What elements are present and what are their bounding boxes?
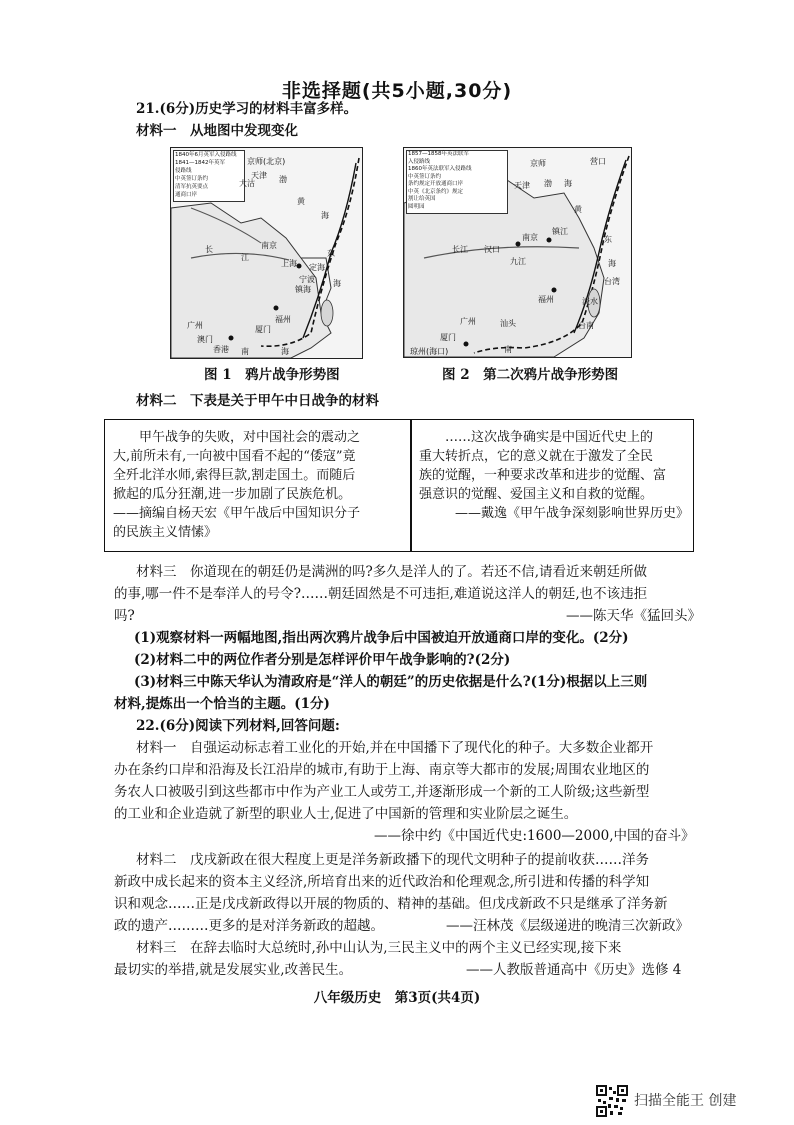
map1-place-jiang: 江 (241, 253, 249, 262)
table-left-line: 全歼北洋水师,索得巨款,割走国土。而随后 (113, 468, 356, 483)
map2-place-danshui: 淡水 (582, 297, 598, 306)
map-opium-war-1 (170, 147, 363, 359)
map2-place-qiongzhou: 琼州(海口) (410, 347, 449, 356)
map1-place-bo: 渤 (279, 175, 287, 184)
map1-legend-4: 中英签订条约 (175, 176, 209, 182)
q22-m1-line2: 办在条约口岸和沿海及长江沿岸的城市,有助于上海、南京等大都市的发展;周围农业地区的 (114, 762, 650, 778)
map-opium-war-2 (403, 147, 632, 358)
q21-m1-label-text: 材料一 (136, 123, 177, 139)
map1-place-aomen: 澳门 (197, 335, 213, 344)
q22-m1-line3: 务农人口被吸引到这些都市中作为产业工人或劳工,并逐渐形成一个新的工人阶级;这些新型 (114, 784, 650, 800)
map1-place-xiamen: 厦门 (255, 325, 271, 334)
map1-place-dagu: 大沽 (239, 179, 255, 188)
table-left-line: 掀起的瓜分狂潮,进一步加剧了民族危机。 (113, 487, 352, 502)
map2-place-bo: 渤 (544, 179, 552, 188)
q21-sub1: (1)观察材料一两幅地图,指出两次鸦片战争后中国被迫开放通商口岸的变化。(2分) (134, 630, 629, 646)
fig2-caption: 图 2 第二次鸦片战争形势图 (442, 367, 619, 383)
map2-place-hai2: 海 (608, 259, 616, 268)
map1-place-hai3: 海 (281, 347, 289, 356)
map2-place-tainan: 台南 (578, 321, 594, 330)
q22-m2-line3: 识和观念……正是戊戌新政得以开展的物质的、精神的基础。但戊戌新政不只是继承了洋务新 (114, 896, 668, 912)
q21-m3-source: ——陈天华《猛回头》 (566, 608, 701, 624)
map1-place-huang: 黄 (297, 197, 305, 206)
q22-m2-line2: 新政中成长起来的资本主义经济,所培育出来的近代政治和伦理观念,所引进和传播的科学知 (114, 874, 650, 890)
q21-m3-line1: 材料三 你道现在的朝廷仍是满洲的吗?多久是洋人的了。若还不信,请看近来朝廷所做 (136, 564, 648, 580)
map2-place-xiamen: 厦门 (440, 333, 456, 342)
q21-m1-text: 从地图中发现变化 (190, 123, 298, 139)
q21-sub2: (2)材料二中的两位作者分别是怎样评价甲午战争影响的?(2分) (134, 652, 511, 668)
q21-m3-line2: 的事,哪一件不是奉洋人的号令?……朝廷固然是不可违拒,难道说这洋人的朝廷,也不该违拒 (114, 586, 648, 602)
map1-legend-5: 清军抗英要点 (175, 184, 209, 190)
table-divider (410, 420, 412, 551)
q22-m3-line1: 材料三 在辞去临时大总统时,孙中山认为,三民主义中的两个主义已经实现,接下来 (136, 940, 622, 956)
map1-place-nanjing: 南京 (261, 241, 277, 250)
q21-stem: 21.(6分)历史学习的材料丰富多样。 (136, 101, 358, 117)
table-right-line: 重大转折点，它的意义就在于激发了全民 (419, 449, 654, 464)
map1-place-dinghai: 定海 (309, 263, 325, 272)
map2-place-nan: 南 (504, 345, 512, 354)
q21-sub3-line2: 材料,提炼出一个恰当的主题。(1分) (114, 696, 330, 712)
map1-place-guangzhou: 广州 (187, 321, 203, 330)
table-left-line: ——摘编自杨天宏《甲午战后中国知识分子 (113, 506, 361, 521)
map1-place-zhenhai: 镇海 (295, 285, 311, 294)
q22-m2-line1: 材料二 戊戌新政在很大程度上更是洋务新政播下的现代文明种子的提前收获……洋务 (136, 852, 649, 868)
q21-m2-label: 材料二 (136, 393, 177, 409)
q21-sub3-line1: (3)材料三中陈天华认为清政府是“洋人的朝廷”的历史依据是什么?(1分)根据以上三则 (134, 674, 648, 690)
map2-legend-4: 中英签订条约 (408, 173, 442, 180)
map1-place-beijing: 京师(北京) (247, 157, 286, 166)
map2-place-yingkou: 营口 (590, 157, 606, 166)
map2-legend-3: 1860年英法联军入侵路线 (408, 166, 472, 172)
map2-place-jingshi: 京师 (530, 159, 546, 168)
table-right-source: ——戴逸《甲午战争深刻影响世界历史》 (454, 506, 689, 521)
fig1-caption: 图 1 鸦片战争形势图 (204, 367, 340, 383)
table-left-line: 的民族主义情愫》 (113, 525, 218, 540)
map1-place-fuzhou: 福州 (275, 315, 291, 324)
q22-m2-line4: 政的遗产………更多的是对洋务新政的超越。 (114, 918, 384, 934)
map2-legend-7: 割让给英国 (408, 196, 436, 202)
table-left-cell (113, 428, 405, 542)
q22-m1-source: ——徐中约《中国近代史:1600—2000,中国的奋斗》 (374, 828, 695, 844)
q22-m2-source: ——汪林茂《层级递进的晚清三次新政》 (446, 918, 689, 934)
map2-place-changjiang: 长江 (452, 245, 468, 254)
map2-place-jiujiang: 九江 (510, 257, 526, 266)
q22-m1-line1: 材料一 自强运动标志着工业化的开始,并在中国播下了现代化的种子。大多数企业都开 (136, 740, 654, 756)
table-right-line: 强意识的觉醒、爱国主义和自救的觉醒。 (419, 487, 654, 502)
map2-place-tianjin: 天津 (514, 181, 530, 190)
map1-place-shanghai: 上海 (281, 259, 297, 268)
q22-m3-source: ——人教版普通高中《历史》选修 4 (466, 962, 682, 978)
map2-place-hai1: 海 (564, 179, 572, 188)
map2-legend-2: 入侵路线 (408, 158, 431, 165)
q22-m1-line4: 的工业和企业造就了新型的职业人士,促进了中国新的管理和实业阶层之诞生。 (114, 806, 578, 822)
map2-place-fuzhou: 福州 (538, 295, 554, 304)
map2-place-nanjing: 南京 (522, 233, 538, 242)
map2-place-shantou: 汕头 (500, 319, 516, 328)
section-title: 非选择题(共5小题,30分) (281, 80, 513, 102)
map2-legend-6: 中英《北京条约》规定 (408, 188, 464, 195)
map1-place-tianjin: 天津 (251, 171, 267, 180)
map2-place-huang: 黄 (574, 205, 582, 214)
table-left-line: 甲午战争的失败，对中国社会的震动之 (113, 430, 361, 445)
map2-place-hankou: 汉口 (484, 245, 500, 254)
map1-place-ningbo: 宁波 (299, 275, 315, 284)
q22-m3-line2: 最切实的举措,就是发展实业,改善民生。 (114, 962, 353, 978)
material-table (104, 419, 694, 552)
map1-place-hai2: 海 (333, 279, 341, 288)
q22-stem: 22.(6分)阅读下列材料,回答问题: (136, 718, 340, 734)
table-left-line: 大,前所未有,一向被中国看不起的“倭寇”竟 (113, 449, 356, 464)
map1-place-nan: 南 (241, 347, 249, 356)
scanner-watermark: 扫描全能王 创建 (634, 1093, 737, 1109)
map1-legend-2: 1841—1842年英军 (175, 160, 225, 166)
map2-place-zhenjiang: 镇江 (552, 227, 568, 236)
map1-place-chang: 长 (205, 245, 213, 254)
table-right-cell (419, 428, 689, 523)
map2-place-guangzhou: 广州 (460, 317, 476, 326)
table-right-line: ……这次战争确实是中国近代史上的 (419, 430, 654, 445)
map1-legend-3: 侵路线 (175, 168, 192, 174)
map1-legend-1: 1840年6月英军入侵路线 (175, 152, 237, 158)
map2-legend-8: 圆明园 (408, 203, 425, 210)
page-footer: 八年级历史 第3页(共4页) (313, 990, 481, 1006)
q21-m2-text: 下表是关于甲午中日战争的材料 (190, 393, 379, 409)
q21-m1-label (136, 122, 298, 140)
map2-place-taiwan: 台湾 (604, 277, 620, 286)
table-right-line: 族的觉醒，一种要求改革和进步的觉醒、富 (419, 468, 667, 483)
map1-place-xianggang: 香港 (213, 345, 229, 354)
map1-legend-6: 通商口岸 (175, 192, 198, 198)
map1-place-hai1: 海 (321, 211, 329, 220)
q21-m2-heading (136, 392, 379, 410)
q21-m3-line3: 吗? (114, 608, 135, 624)
map2-place-dong: 东 (604, 235, 612, 244)
map1-place-dong: 东 (327, 249, 335, 258)
map2-legend-5: 条约规定开放通商口岸 (408, 181, 464, 187)
map2-legend-1: 1857—1858年英法联军 (408, 151, 469, 157)
qr-code-icon (596, 1085, 628, 1117)
